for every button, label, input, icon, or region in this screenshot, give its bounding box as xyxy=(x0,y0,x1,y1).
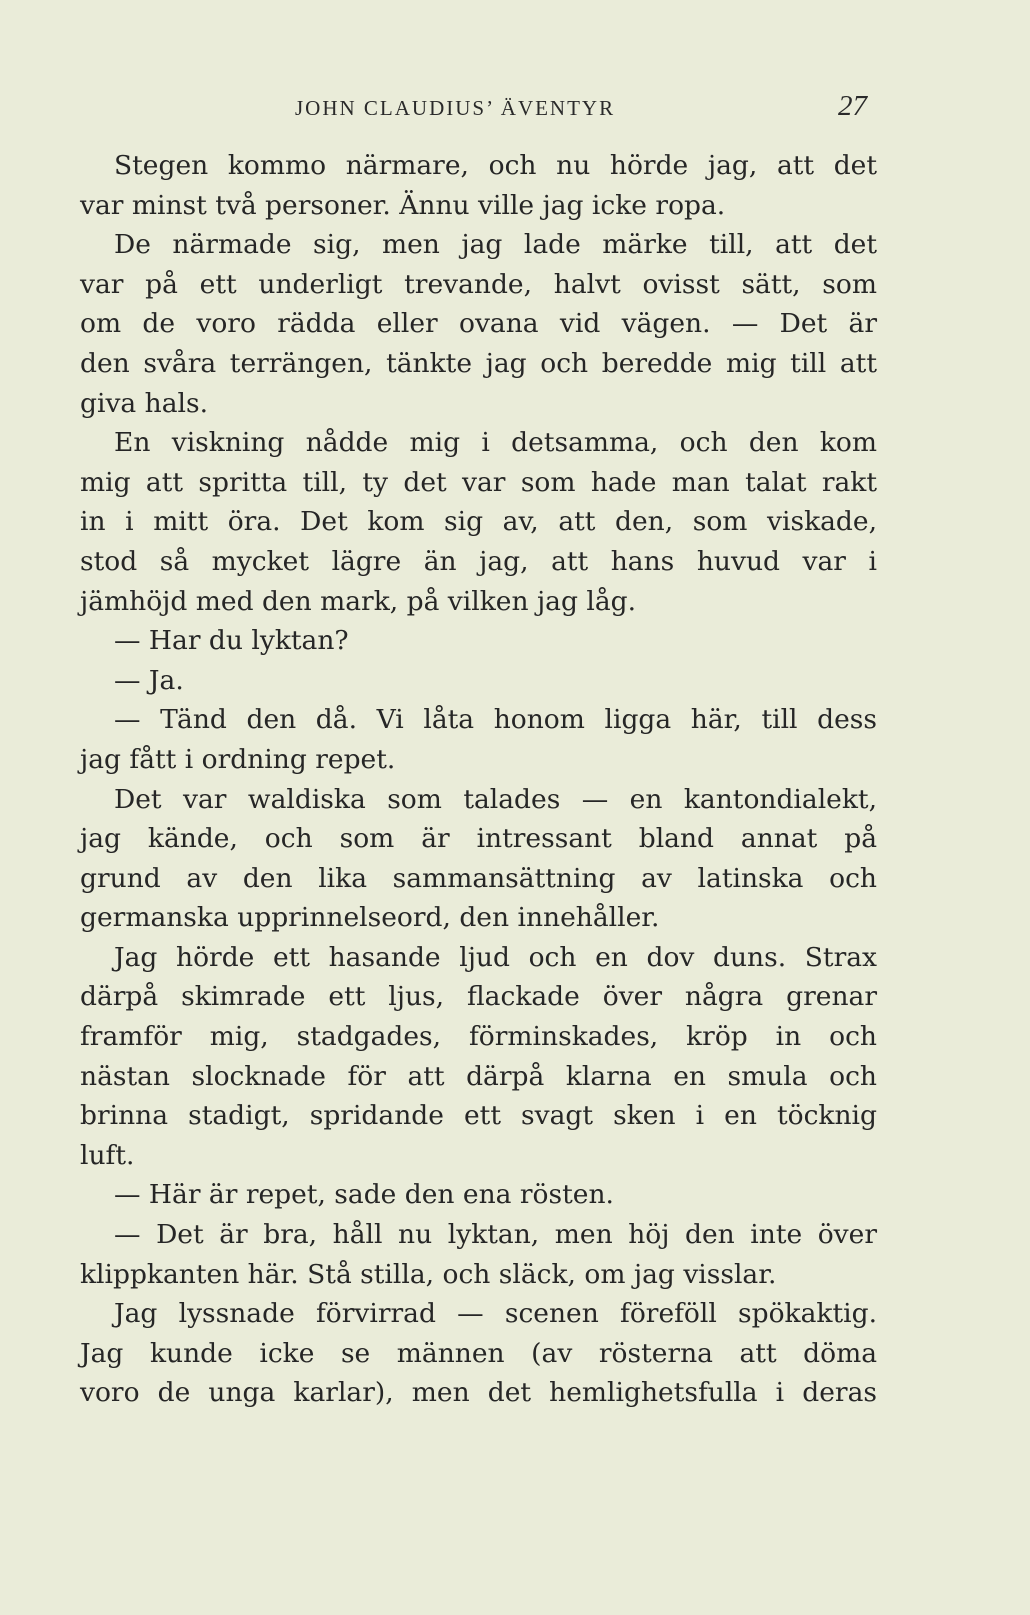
text-line: — Tänd den då. Vi låta honom ligga här, till dess xyxy=(114,704,877,736)
text-line: Jag kunde icke se männen (av rösterna att döma xyxy=(80,1337,877,1369)
text-line: germanska upprinnelseord, den innehåller. xyxy=(80,902,660,934)
text-line: En viskning nådde mig i detsamma, och den kom xyxy=(114,427,877,459)
text-line: Jag lyssnade förvirrad — scenen föreföll spökaktig. xyxy=(114,1298,877,1330)
text-line: mig att spritta till, ty det var som hade man talat rakt xyxy=(80,466,877,498)
text-line: — Ja. xyxy=(114,664,184,696)
page-header xyxy=(80,90,877,130)
text-line: nästan slocknade för att därpå klarna en smula och xyxy=(80,1060,877,1092)
body-text xyxy=(80,146,877,1413)
text-line: Det var waldiska som talades — en kantondialekt, xyxy=(114,783,877,815)
text-line: in i mitt öra. Det kom sig av, att den, som viskade, xyxy=(80,506,877,538)
text-line: den svåra terrängen, tänkte jag och beredde mig till att xyxy=(80,347,877,379)
page-number: 27 xyxy=(838,90,867,122)
text-line: jag fått i ordning repet. xyxy=(80,743,396,775)
text-line: grund av den lika sammansättning av latinska och xyxy=(80,862,877,894)
text-line: var på ett underligt trevande, halvt ovisst sätt, som xyxy=(80,268,877,300)
text-line: — Har du lyktan? xyxy=(114,625,349,657)
text-line: — Det är bra, håll nu lyktan, men höj den inte över xyxy=(114,1219,877,1251)
text-line: — Här är repet, sade den ena rösten. xyxy=(114,1179,614,1211)
text-line: Stegen kommo närmare, och nu hörde jag, att det xyxy=(114,150,877,181)
text-line: stod så mycket lägre än jag, att hans huvud var i xyxy=(80,545,877,577)
text-line: Jag hörde ett hasande ljud och en dov duns. Strax xyxy=(114,941,877,973)
text-line: brinna stadigt, spridande ett svagt sken i en töcknig xyxy=(80,1100,877,1132)
text-line: därpå skimrade ett ljus, flackade över några grenar xyxy=(80,981,877,1013)
text-line: luft. xyxy=(80,1139,135,1171)
text-line: voro de unga karlar), men det hemlighetsfulla i deras xyxy=(80,1377,877,1409)
text-line: framför mig, stadgades, förminskades, kröp in och xyxy=(80,1021,877,1053)
text-line: klippkanten här. Stå stilla, och släck, om jag visslar. xyxy=(80,1258,777,1290)
text-line: jämhöjd med den mark, på vilken jag låg. xyxy=(80,585,637,617)
text-line: De närmade sig, men jag lade märke till, att det xyxy=(114,229,877,261)
text-line: jag kände, och som är intressant bland annat på xyxy=(80,823,877,855)
text-line: om de voro rädda eller ovana vid vägen. — Det är xyxy=(80,308,877,340)
text-line: giva hals. xyxy=(80,387,208,419)
text-line: var minst två personer. Ännu ville jag icke ropa. xyxy=(80,189,726,221)
running-head: JOHN CLAUDIUS’ ÄVENTYR xyxy=(295,96,616,120)
